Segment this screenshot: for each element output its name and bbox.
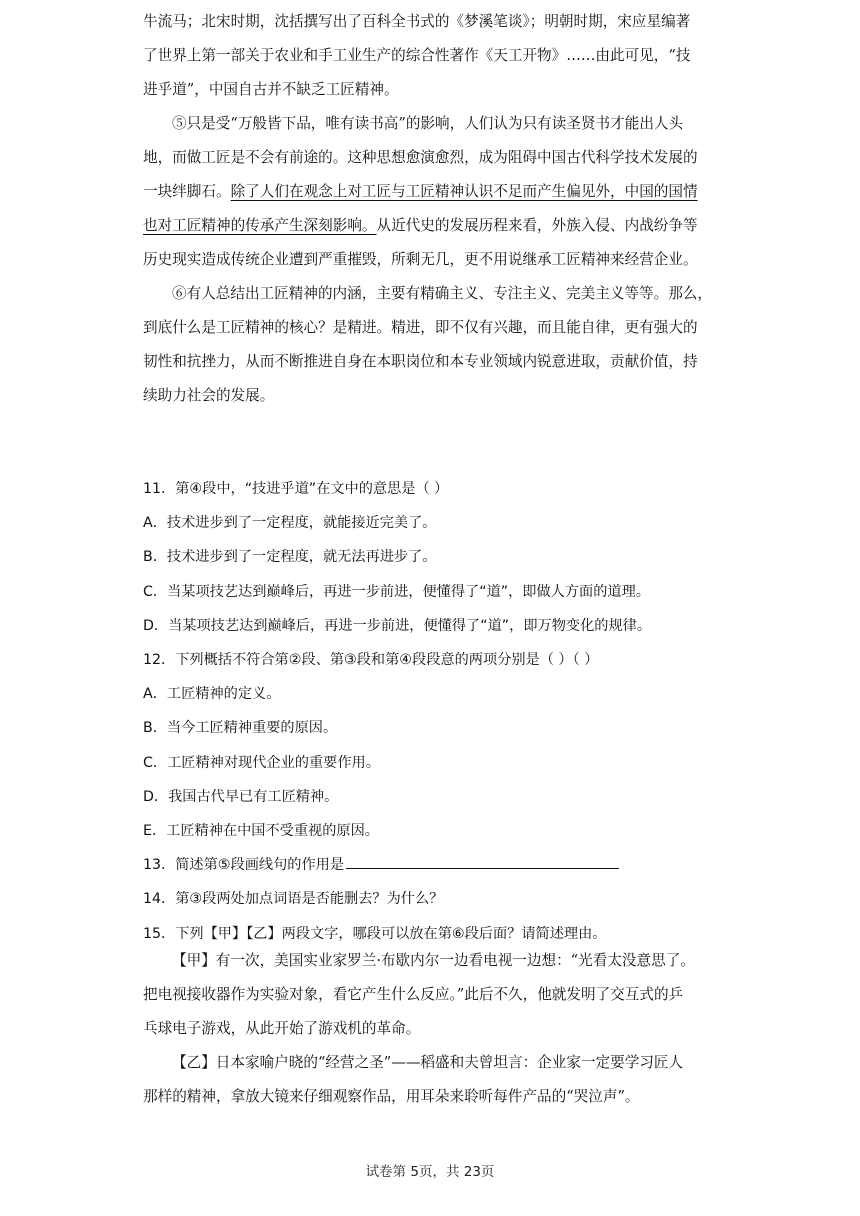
question-11-option-b: B．技术进步到了一定程度，就无法再进步了。 — [143, 549, 437, 566]
answer-blank[interactable] — [346, 854, 619, 869]
para6-line: 韧性和抗挫力，从而不断推进自身在本职岗位和本专业领域内锐意进取，贡献价值，持 — [143, 353, 698, 370]
para6-line: 到底什么是工匠精神的核心？是精进。精进，即不仅有兴趣，而且能自律，更有强大的 — [143, 319, 698, 336]
para6-line: ⑥有人总结出工匠精神的内涵，主要有精确主义、专注主义、完美主义等等。那么， — [172, 285, 712, 302]
question-13 — [143, 848, 718, 882]
question-12-option-b: B．当今工匠精神重要的原因。 — [143, 720, 338, 737]
underlined-sentence: 除了人们在观念上对工匠与工匠精神认识不足而产生偏见外，中国的国情 — [230, 183, 698, 200]
question-13-stem: 13．简述第⑤段画线句的作用是 — [143, 857, 345, 874]
passage-line: 牛流马；北宋时期，沈括撰写出了百科全书式的《梦溪笔谈》；明朝时期，宋应星编著 — [143, 13, 691, 30]
para5-line — [143, 209, 718, 243]
questions — [143, 472, 718, 951]
jia-line: 乓球电子游戏，从此开始了游戏机的革命。 — [143, 1020, 421, 1037]
para6-line: 续助力社会的发展。 — [143, 387, 275, 404]
para5-text: 从近代史的发展历程来看，外族入侵、内战纷争等 — [376, 217, 698, 234]
question-12-option-e: E．工匠精神在中国不受重视的原因。 — [143, 823, 379, 840]
para5-line: ⑤只是受“万般皆下品，唯有读书高”的影响，人们认为只有读圣贤书才能出人头 — [172, 115, 684, 132]
question-11-option-a: A．技术进步到了一定程度，就能接近完美了。 — [143, 515, 437, 532]
para5-line: 历史现实造成传统企业遭到严重摧毁，所剩无几，更不用说继承工匠精神来经营企业。 — [143, 251, 698, 268]
question-15: 15．下列【甲】【乙】两段文字，哪段可以放在第⑥段后面？请简述理由。 — [143, 925, 607, 942]
yi-line: 【乙】日本家喻户晓的“经营之圣”——稻盛和夫曾坦言：企业家一定要学习匠人 — [172, 1054, 684, 1071]
question-14: 14．第③段两处加点词语是否能删去？为什么？ — [143, 891, 444, 908]
question-12-option-c: C．工匠精神对现代企业的重要作用。 — [143, 754, 380, 771]
passage — [143, 5, 718, 413]
question-12-stem: 12．下列概括不符合第②段、第③段和第④段段意的两项分别是（ ）（ ） — [143, 652, 599, 669]
extra-passages — [143, 944, 718, 1114]
question-12-option-d: D．我国古代早已有工匠精神。 — [143, 788, 339, 805]
question-11-option-d: D．当某项技艺达到巅峰后，再进一步前进，便懂得了“道”，即万物变化的规律。 — [143, 617, 652, 634]
passage-line: 了世界上第一部关于农业和手工业生产的综合性著作《天工开物》……由此可见，“技 — [143, 47, 691, 64]
passage-line: 进乎道”，中国自古并不缺乏工匠精神。 — [143, 81, 399, 98]
jia-line: 【甲】有一次，美国实业家罗兰·布歇内尔一边看电视一边想：“光看太没意思了。 — [172, 952, 695, 969]
page-footer: 试卷第 5页，共 23页 — [365, 1164, 495, 1180]
para5-line — [143, 175, 718, 209]
para5-text: 一块绊脚石。 — [143, 183, 231, 200]
question-12-option-a: A．工匠精神的定义。 — [143, 686, 281, 703]
question-11-option-c: C．当某项技艺达到巅峰后，再进一步前进，便懂得了“道”，即做人方面的道理。 — [143, 583, 650, 600]
yi-line: 那样的精神，拿放大镜来仔细观察作品，用耳朵来聆听每件产品的“哭泣声”。 — [143, 1088, 640, 1105]
underlined-sentence: 也对工匠精神的传承产生深刻影响。 — [143, 217, 377, 234]
jia-line: 把电视接收器作为实验对象，看它产生什么反应。”此后不久，他就发明了交互式的乒 — [143, 986, 684, 1003]
para5-line: 地，而做工匠是不会有前途的。这种思想愈演愈烈，成为阻碍中国古代科学技术发展的 — [143, 149, 698, 166]
question-11-stem: 11．第④段中，“技进乎道”在文中的意思是（ ） — [143, 481, 449, 497]
